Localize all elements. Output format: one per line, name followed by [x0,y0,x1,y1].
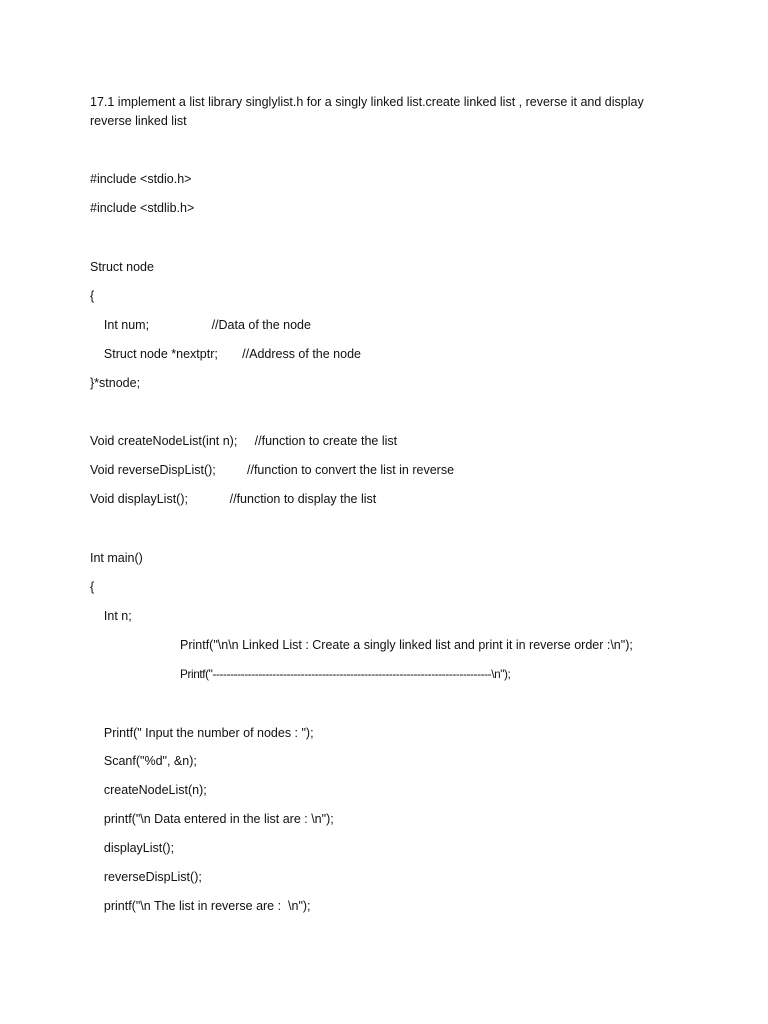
code-line: printf("\n Data entered in the list are : \n"); [90,812,334,826]
code-line: Int n; [90,609,132,623]
code-line: createNodeList(n); [90,783,207,797]
code-line: Printf(" Input the number of nodes : "); [90,726,314,740]
code-line: { [90,289,95,303]
code-line: Scanf("%d", &n); [90,754,197,768]
document-heading: 17.1 implement a list library singlylist.h for a singly linked list.create linked list , reverse it and display reverse linked list [90,95,644,128]
code-line: #include <stdio.h> [90,172,192,186]
code-line: Printf("\n\n Linked List : Create a singly linked list and print it in reverse order :\n"); [180,638,633,652]
code-line: Void createNodeList(int n); //function to create the list [90,434,398,448]
code-line: reverseDispList(); [90,870,202,884]
code-line: }*stnode; [90,376,141,390]
code-line: { [90,580,95,594]
code-line: #include <stdlib.h> [90,201,195,215]
code-line: Void displayList(); //function to display the list [90,492,377,506]
code-line: printf("\n The list in reverse are : \n"); [90,899,311,913]
code-line: Int num; //Data of the node [90,318,311,332]
code-line: Struct node *nextptr; //Address of the node [90,347,361,361]
code-line: Int main() [90,551,143,565]
code-line: displayList(); [90,841,175,855]
code-line: Struct node [90,260,154,274]
code-line: Void reverseDispList(); //function to convert the list in reverse [90,463,455,477]
code-line: Printf("-------------------------------------------------------------------------------\n"); [180,667,511,681]
